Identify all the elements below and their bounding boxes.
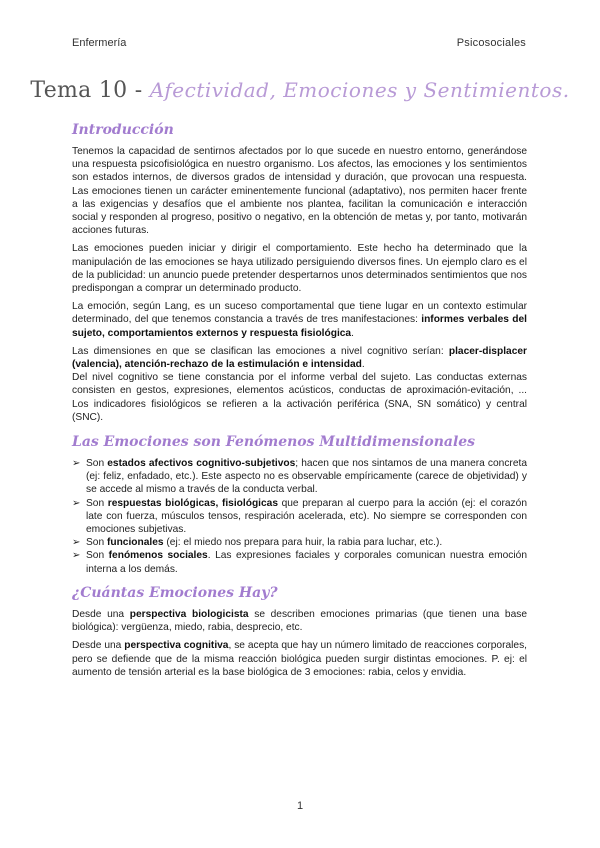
paragraph-text: Las dimensiones en que se clasifican las emociones a nivel cognitivo serían: [72,345,449,357]
arrow-bullet-icon: ➢ [72,550,81,562]
bullet-list [72,457,527,576]
header-right: Psicosociales [456,37,526,49]
list-item: ➢ Son fenómenos sociales. Las expresiones faciales y corporales comunican nuestra emoción interna a los demás. [72,550,527,575]
paragraph: Desde una perspectiva biologicista se describen emociones primarias (que tienen una base biológica): vergüenza, miedo, rabia, desprecio, etc. [72,608,528,634]
paragraph [72,300,527,340]
paragraph: Las emociones pueden iniciar y dirigir el comportamiento. Este hecho ha determinado que la manipulación de las emociones se haya utilizado persiguiendo diversos fines. Un ejemplo claro es el de la publicidad: un anuncio puede pretender despertarnos unos determinados sentimientos que nos predispongan a comprar un determinado producto. [72,243,527,295]
list-item: ➢ Son respuestas biológicas, fisiológicas que preparan al cuerpo para la acción (ej: el corazón late con fuerza, músculos tensos, respiración acelerada, etc). No siempre se corresponden con emociones subjetivas. [72,497,527,536]
header-left: Enfermería [72,37,127,49]
arrow-bullet-icon: ➢ [72,458,81,470]
section-heading-intro: Introducción [72,122,174,138]
paragraph-bold: informes verbales del sujeto, comportamientos externos y respuesta fisiológica [72,314,527,339]
arrow-bullet-icon: ➢ [72,497,81,509]
page-number: 1 [296,800,304,812]
section-heading-cuantas: ¿Cuántas Emociones Hay? [72,584,278,601]
paragraph: Desde una perspectiva cognitiva, se acepta que hay un número limitado de reacciones corporales, pero se defiende que de la misma reacción biológica pueden surgir distintas emociones. P. ej: el aumento de tensión arterial es la base biológica de 3 emociones: rabia, celos y envidia. [72,640,527,678]
title-prefix: Tema 10 - [30,78,143,103]
paragraph-end: . [361,359,365,371]
paragraph [72,345,527,371]
list-item: ➢ Son estados afectivos cognitivo-subjetivos; hacen que nos sintamos de una manera concreta (ej: feliz, enfadado, etc.). Este aspecto no es observable empíricamente (carece de objetividad) y se accede al mismo a través de la conducta verbal. [72,458,527,496]
document-body [72,121,527,684]
paragraph: Del nivel cognitivo se tiene constancia por el informe verbal del sujeto. Las conductas externas consisten en gestos, expresiones, elementos acústicos, conductas de aproximación-evitación, ... Los indicadores fisiológicos se refieren a la activación periférica (SNA, SN somático) y central (SNC). [72,372,527,423]
paragraph-text: La emoción, según Lang, es un suceso comportamental que tiene lugar en un contexto estimular determinado, del que tenemos constancia a través de tres manifestaciones: [72,301,527,326]
list-item: ➢ Son funcionales (ej: el miedo nos prepara para huir, la rabia para luchar, etc.). [72,537,443,549]
paragraph: Tenemos la capacidad de sentirnos afectados por lo que sucede en nuestro entorno, generándose una respuesta psicofisiológica en nuestro organismo. Los afectos, las emociones y los sentimientos son estados internos, de diversos grados de intensidad y duración, que provocan una respuesta. Las emociones tienen un carácter eminentemente funcional (adaptativo), nos permiten hacer frente a las exigencias y desafíos que el ambiente nos plantea, facilitan la comunicación e interacción social y responden al progreso, positivo o negativo, en la obtención de metas y, por tanto, motivarán acciones futuras. [72,146,527,237]
title-rest: Afectividad, Emociones y Sentimientos. [149,78,570,102]
page-title [0,78,600,103]
section-heading-multidimensional: Las Emociones son Fenómenos Multidimensionales [72,434,476,451]
paragraph-end: . [351,327,354,339]
arrow-bullet-icon: ➢ [72,537,81,549]
paragraph-bold: placer-displacer (valencia), atención-rechazo de la estimulación e intensidad [72,345,527,371]
